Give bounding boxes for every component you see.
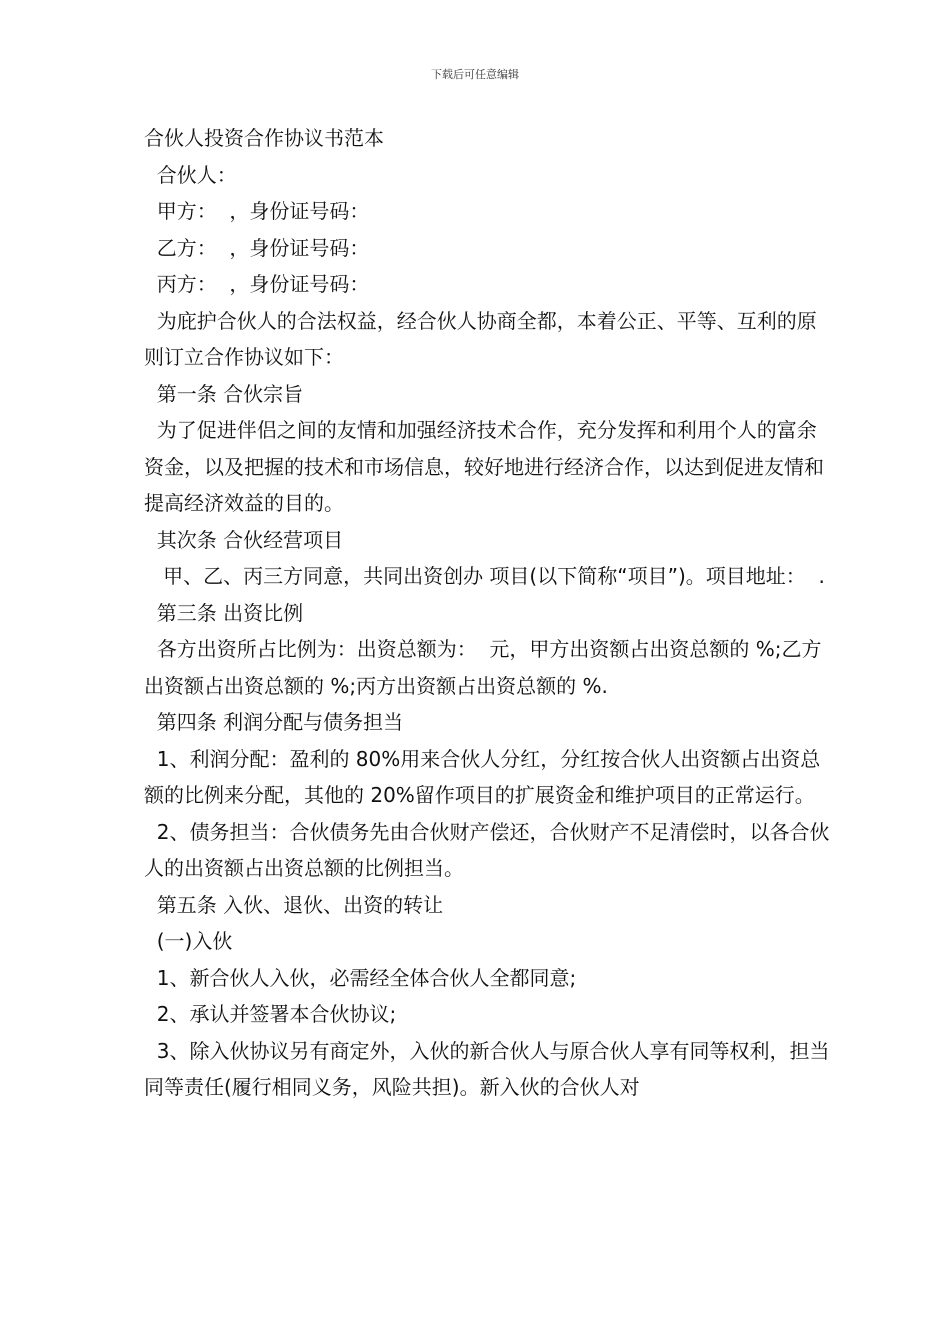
document-body bbox=[144, 120, 834, 1106]
paragraph: 2、债务担当：合伙债务先由合伙财产偿还，合伙财产不足清偿时，以各合伙人的出资额占出资总额的比例担当。 bbox=[144, 819, 830, 880]
paragraph: 1、利润分配：盈利的 80%用来合伙人分红，分红按合伙人出资额占出资总额的比例来分配，其他的 20%留作项目的扩展资金和维护项目的正常运行。 bbox=[144, 746, 821, 807]
document-title: 合伙人投资合作协议书范本 bbox=[144, 126, 384, 150]
section-heading: 第四条 利润分配与债务担当 bbox=[144, 710, 404, 734]
section-heading: 第一条 合伙宗旨 bbox=[144, 381, 304, 406]
paragraph: 丙方： ，身份证号码： bbox=[144, 272, 370, 296]
section-heading: 其次条 合伙经营项目 bbox=[144, 527, 344, 552]
paragraph: 甲方： ，身份证号码： bbox=[144, 199, 370, 223]
paragraph: 3、除入伙协议另有商定外，入伙的新合伙人与原合伙人享有同等权利，担当同等责任(履行相同义务，风险共担)。新入伙的合伙人对 bbox=[144, 1038, 830, 1099]
page-header: 下载后可任意编辑 bbox=[431, 68, 519, 81]
subsection-heading: (一)入伙 bbox=[144, 929, 233, 953]
paragraph: 乙方： ，身份证号码： bbox=[144, 235, 370, 260]
section-heading: 第三条 出资比例 bbox=[144, 600, 304, 625]
paragraph: 甲、乙、丙三方同意，共同出资创办 项目(以下简称“项目”)。项目地址： . bbox=[144, 564, 825, 588]
paragraph: 为庇护合伙人的合法权益，经合伙人协商全都，本着公正、平等、互利的原则订立合作协议如下： bbox=[144, 308, 817, 369]
paragraph: 1、新合伙人入伙，必需经全体合伙人全都同意; bbox=[144, 965, 577, 990]
paragraph: 2、承认并签署本合伙协议; bbox=[144, 1002, 397, 1026]
paragraph: 合伙人： bbox=[144, 162, 237, 187]
paragraph: 各方出资所占比例为：出资总额为： 元，甲方出资额占出资总额的 %;乙方出资额占出资总额的 %;丙方出资额占出资总额的 %. bbox=[144, 637, 822, 698]
paragraph: 为了促进伴侣之间的友情和加强经济技术合作，充分发挥和利用个人的富余资金，以及把握的技术和市场信息，较好地进行经济合作，以达到促进友情和提高经济效益的目的。 bbox=[144, 418, 824, 515]
section-heading: 第五条 入伙、退伙、出资的转让 bbox=[144, 892, 444, 917]
